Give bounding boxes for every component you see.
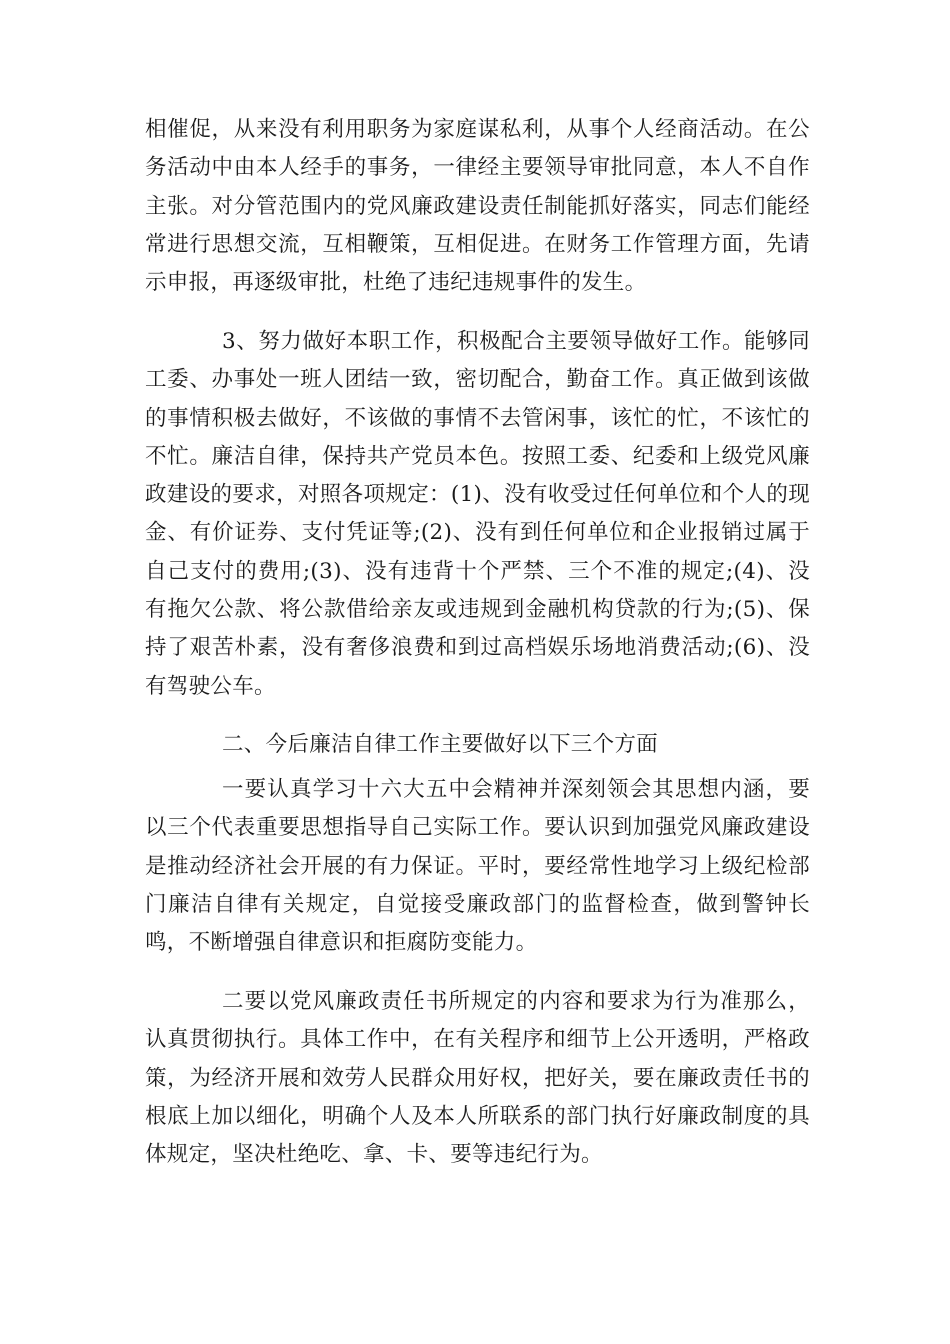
paragraph-2: 3、努力做好本职工作，积极配合主要领导做好工作。能够同工委、办事处一班人团结一致，密切配合，勤奋工作。真正做到该做的事情积极去做好，不该做的事情不去管闲事，该忙的忙，不该忙的不忙。廉洁自律，保持共产党员本色。按照工委、纪委和上级党风廉政建设的要求，对照各项规定：(1)、没有收受过任何单位和个人的现金、有价证券、支付凭证等;(2)、没有到任何单位和企业报销过属于自己支付的费用;(3)、没有违背十个严禁、三个不准的规定;(4)、没有拖欠公款、将公款借给亲友或违规到金融机构贷款的行为;(5)、保持了艰苦朴素，没有奢侈浪费和到过高档娱乐场地消费活动;(6)、没有驾驶公车。 — [145, 329, 810, 699]
paragraph-5: 二要以党风廉政责任书所规定的内容和要求为行为准那么，认真贯彻执行。具体工作中，在有关程序和细节上公开透明，严格政策，为经济开展和效劳人民群众用好权，把好关，要在廉政责任书的根底上加以细化，明确个人及本人所联系的部门执行好廉政制度的具体规定，坚决杜绝吃、拿、卡、要等违纪行为。 — [145, 989, 810, 1168]
section-heading: 二、今后廉洁自律工作主要做好以下三个方面 — [222, 732, 659, 757]
paragraph-4: 一要认真学习十六大五中会精神并深刻领会其思想内涵，要以三个代表重要思想指导自己实际工作。要认识到加强党风廉政建设是推动经济社会开展的有力保证。平时，要经常性地学习上级纪检部门廉洁自律有关规定，自觉接受廉政部门的监督检查，做到警钟长鸣，不断增强自律意识和拒腐防变能力。 — [145, 777, 810, 956]
paragraph-1: 相催促，从来没有利用职务为家庭谋私利，从事个人经商活动。在公务活动中由本人经手的事务，一律经主要领导审批同意，本人不自作主张。对分管范围内的党风廉政建设责任制能抓好落实，同志们能经常进行思想交流，互相鞭策，互相促进。在财务工作管理方面，先请示申报，再逐级审批，杜绝了违纪违规事件的发生。 — [145, 117, 810, 296]
